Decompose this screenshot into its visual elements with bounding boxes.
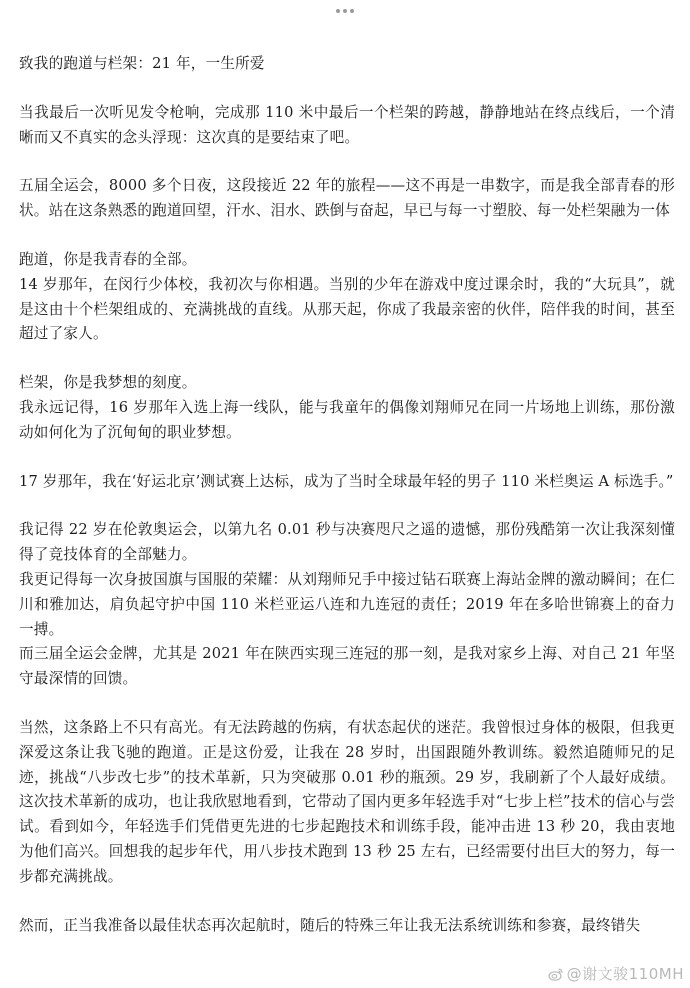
weibo-watermark bbox=[548, 963, 684, 984]
paragraph-track-body: 14 岁那年，在闵行少体校，我初次与你相遇。当别的少年在游戏中度过课余时，我的“大玩具”，就是这由十个栏架组成的、充满挑战的直线。从那天起，你成了我最亲密的伙伴，陪伴我的时间，甚至超过了家人。 bbox=[19, 275, 675, 343]
paragraph-last-race: 当我最后一次听见发令枪响，完成那 110 米中最后一个栏架的跨越，静静地站在终点线后，一个清晰而又不真实的念头浮现：这次真的是要结束了吧。 bbox=[19, 103, 675, 146]
paragraph-five-games: 五届全运会，8000 多个日夜，这段接近 22 年的旅程——这不再是一串数字，而是我全部青春的形状。站在这条熟悉的跑道回望，汗水、泪水、跌倒与奋起，早已与每一寸塑胶、每一处栏架融为一体 bbox=[19, 177, 675, 220]
paragraph-hurdle-body: 我永远记得，16 岁那年入选上海一线队，能与我童年的偶像刘翔师兄在同一片场地上训练，那份激动如何化为了沉甸甸的职业梦想。 bbox=[19, 398, 675, 441]
paragraph-hurdle-heading: 栏架，你是我梦想的刻度。 bbox=[19, 374, 197, 392]
paragraph-london: 我记得 22 岁在伦敦奥运会，以第九名 0.01 秒与决赛咫尺之遥的遗憾，那份残酷第一次让我深刻懂得了竞技体育的全部魅力。 bbox=[19, 521, 675, 564]
article-body bbox=[19, 52, 675, 938]
watermark-text: @谢文骏110MH bbox=[566, 965, 684, 983]
dot bbox=[350, 9, 354, 13]
more-options-icon[interactable] bbox=[336, 9, 354, 13]
drag-handle[interactable] bbox=[0, 0, 690, 22]
paragraph-honors: 我更记得每一次身披国旗与国服的荣耀：从刘翔师兄手中接过钻石联赛上海站金牌的激动瞬间；在仁川和雅加达，肩负起守护中国 110 米栏亚运八连和九连冠的责任；2019 年在多哈世锦赛上的奋力一搏。 bbox=[19, 570, 675, 638]
dot bbox=[343, 9, 347, 13]
article-title: 致我的跑道与栏架：21 年，一生所爱 bbox=[19, 55, 265, 72]
paragraph-beijing-test: 17 岁那年，我在‘好运北京’测试赛上达标，成为了当时全球最年轻的男子 110 米栏奥运 A 标选手。” bbox=[19, 472, 674, 490]
paragraph-however: 然而，正当我准备以最佳状态再次起航时，随后的特殊三年让我无法系统训练和参赛，最终错失 bbox=[19, 916, 641, 934]
weibo-icon bbox=[548, 966, 564, 982]
paragraph-national-games: 而三届全运会金牌，尤其是 2021 年在陕西实现三连冠的那一刻，是我对家乡上海、对自己 21 年坚守最深情的回馈。 bbox=[19, 645, 675, 688]
paragraph-challenges: 当然，这条路上不只有高光。有无法跨越的伤病，有状态起伏的迷茫。我曾恨过身体的极限，但我更深爱这条让我飞驰的跑道。正是这份爱，让我在 28 岁时，出国跟随外教训练。毅然追随师兄的足迹，挑战“八步改七步”的技术革新，只为突破那 0.01 秒的瓶颈。29 岁，我刷新了个人最好成绩。这次技术革新的成功，也让我欣慰地看到，它带动了国内更多年轻选手对“七步上栏”技术的信心与尝试。看到如今，年轻选手们凭借更先进的七步起跑技术和训练手段，能冲击进 13 秒 20，我由衷地为他们高兴。回想我的起步年代，用八步技术跑到 13 秒 25 左右，已经需要付出巨大的努力，每一步都充满挑战。 bbox=[19, 718, 675, 885]
paragraph-track-heading: 跑道，你是我青春的全部。 bbox=[19, 250, 197, 268]
dot bbox=[336, 9, 340, 13]
